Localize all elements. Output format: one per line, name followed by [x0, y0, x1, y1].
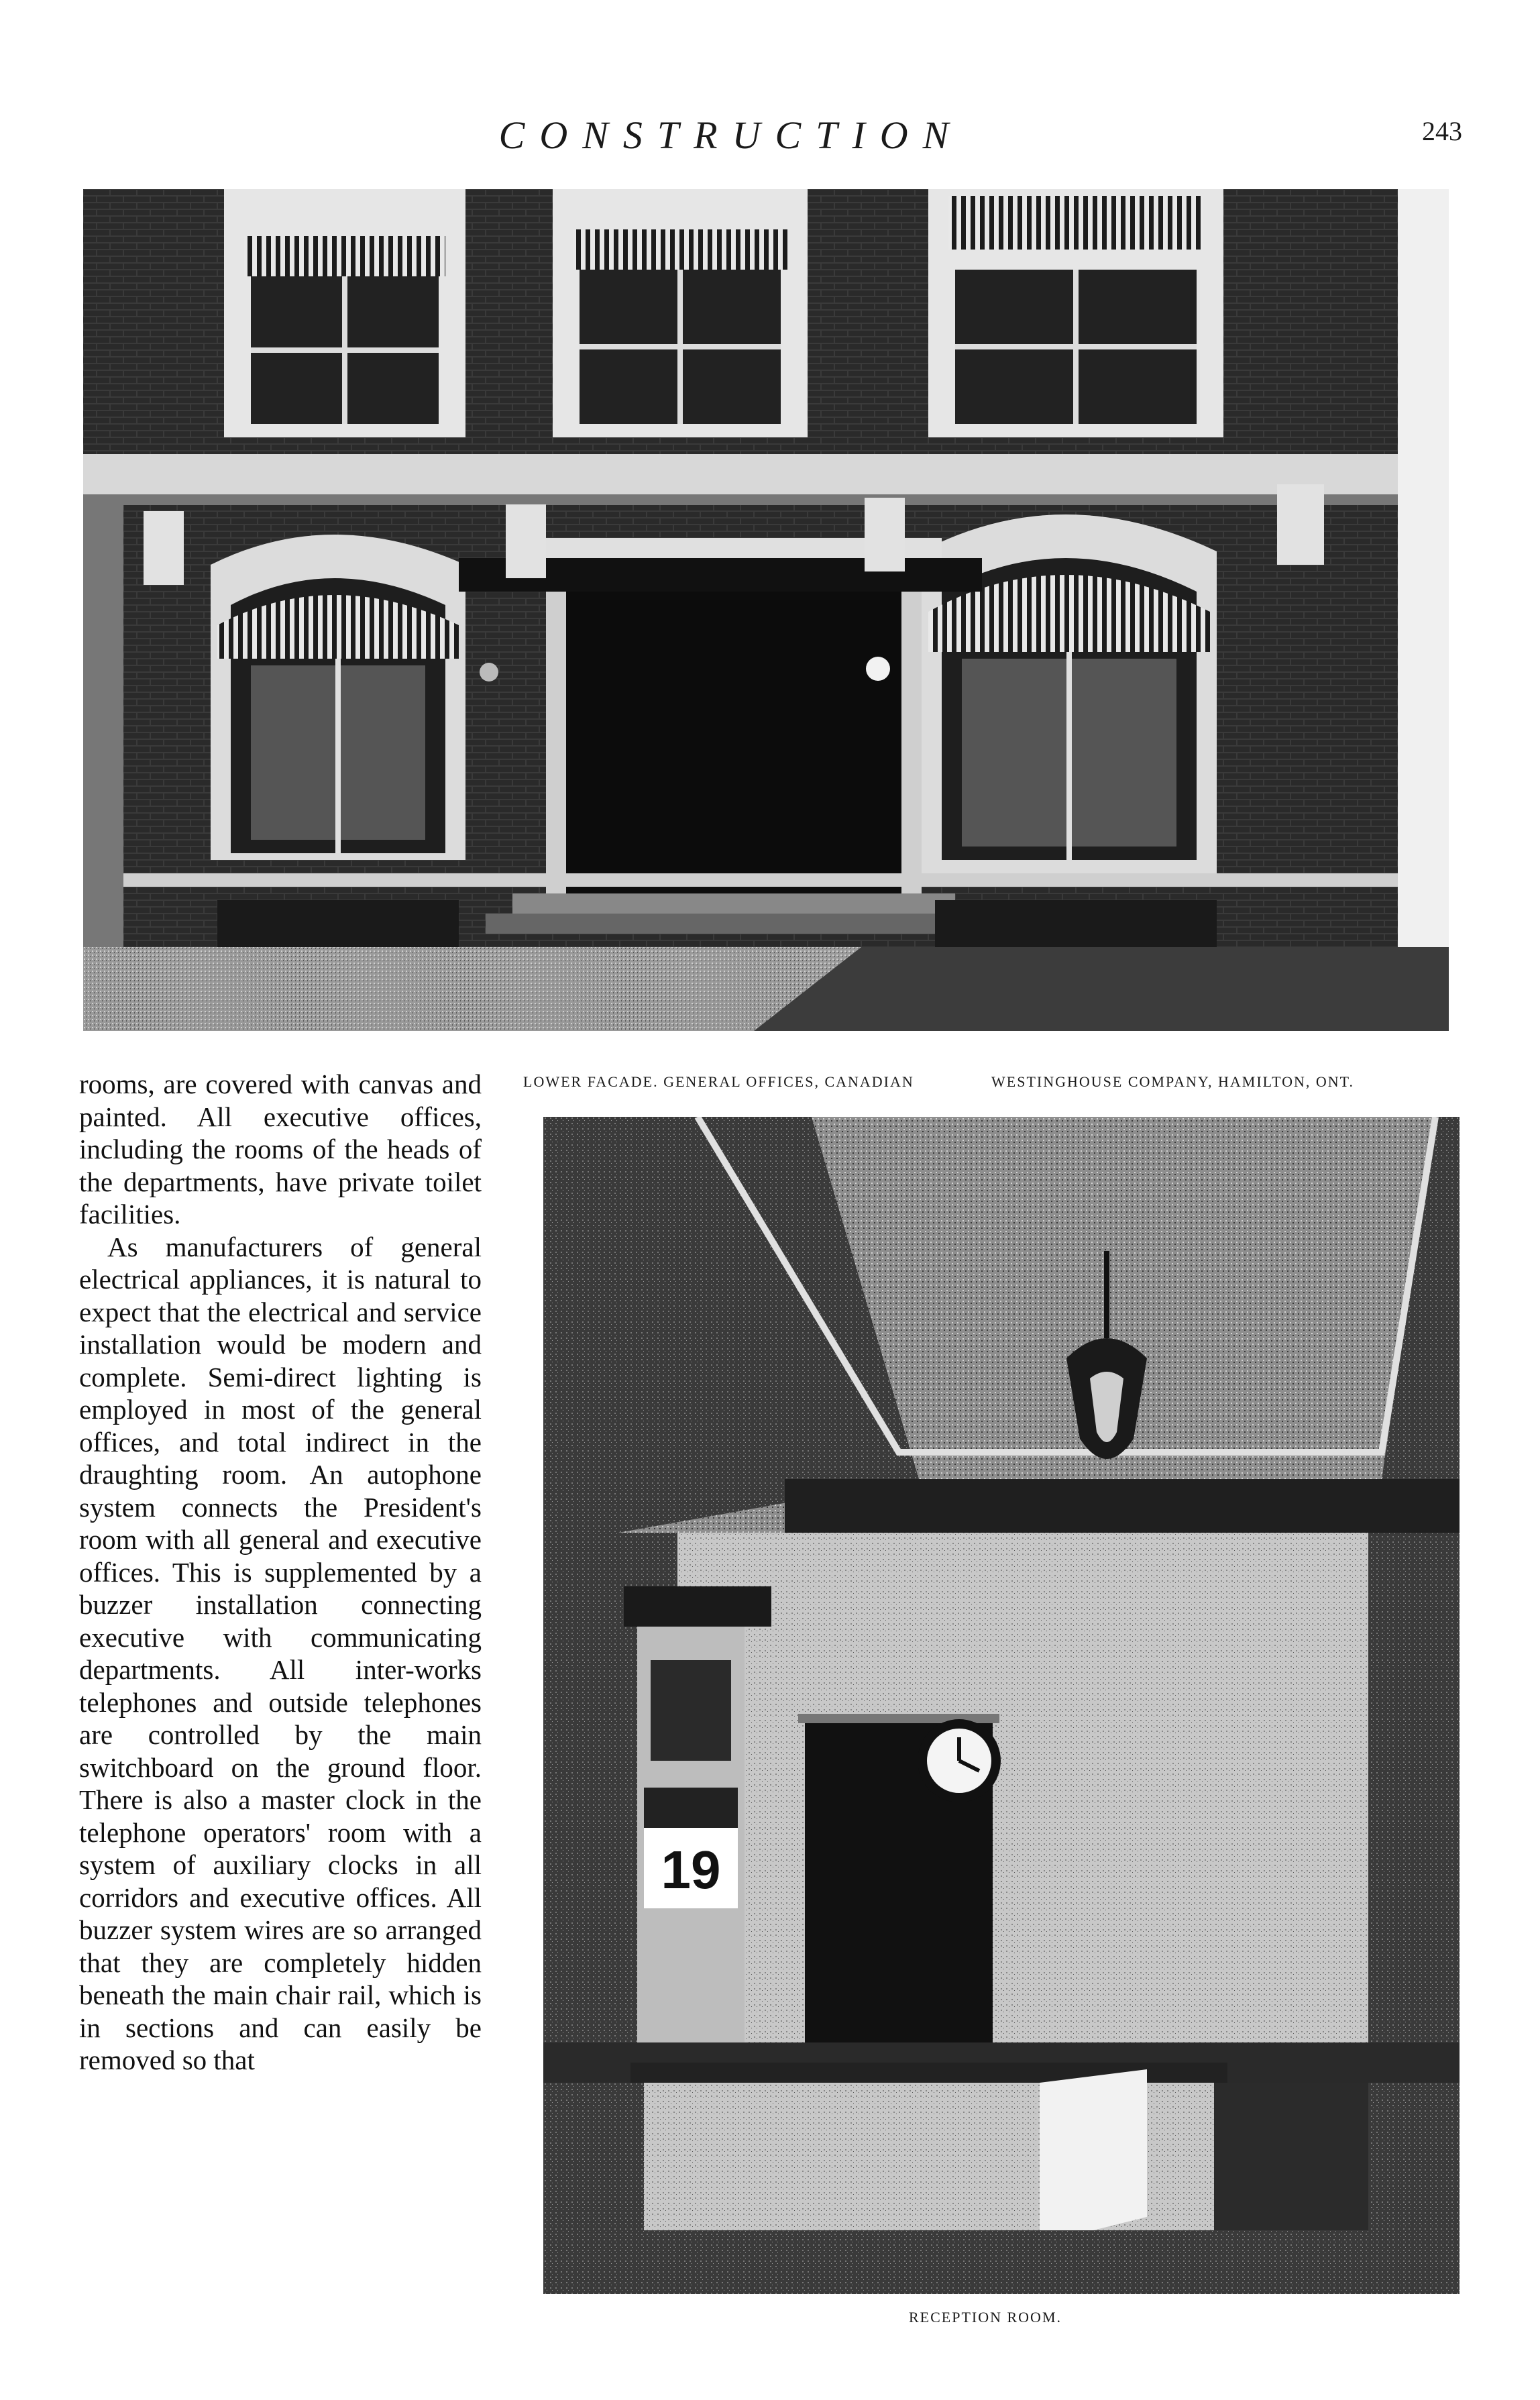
- facade-caption-part-2: WESTINGHOUSE COMPANY, HAMILTON, ONT.: [991, 1073, 1354, 1090]
- page-number: 243: [1422, 116, 1462, 146]
- body-text-column: [79, 1068, 482, 2077]
- reception-room-photo: [543, 1117, 1460, 2294]
- facade-photo: [83, 189, 1449, 1031]
- paragraph-1: rooms, are covered with canvas and painted. All executive offices, including the rooms of the heads of the departments, have private toilet facilities.: [79, 1069, 482, 1230]
- calendar-date: 19: [661, 1840, 721, 1900]
- running-header-title: CONSTRUCTION: [498, 113, 964, 157]
- facade-illustration: [83, 189, 1449, 1031]
- facade-caption-part-1: LOWER FACADE. GENERAL OFFICES, CANADIAN: [523, 1073, 914, 1090]
- paragraph-2: As manufacturers of general electrical appliances, it is natural to expect that the electrical and service installation would be modern and complete. Semi-direct lighting is employed in most of the general offices, and total indirect in the draughting room. An autophone system connects the President's room with all general and executive offices. This is supplemented by a buzzer installation connecting executive with communicating departments. All inter-works telephones and outside telephones are controlled by the main switchboard on the ground floor. There is also a master clock in the telephone operators' room with a system of auxiliary clocks in all corridors and executive offices. All buzzer system wires are so arranged that they are completely hidden beneath the main chair rail, which is in sections and can easily be removed so that: [79, 1231, 482, 2075]
- reception-caption: RECEPTION ROOM.: [909, 2309, 1062, 2326]
- reception-illustration: [543, 1117, 1460, 2294]
